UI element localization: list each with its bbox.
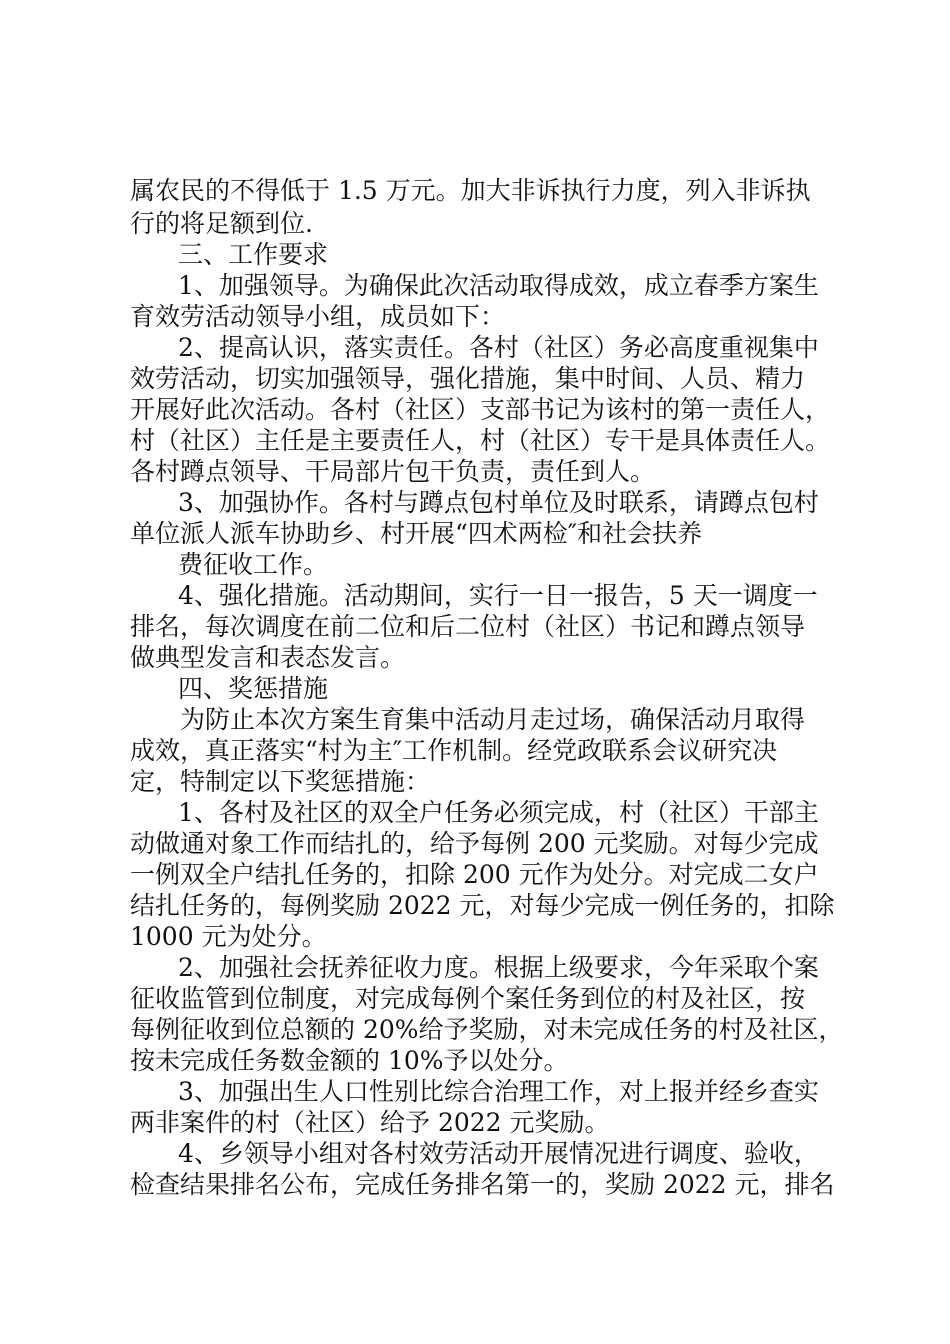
text-line: 育效劳活动领导小组，成员如下： — [130, 302, 506, 331]
text-line: 行的将足额到位. — [130, 209, 313, 238]
text-line: 效劳活动，切实加强领导，强化措施，集中时间、人员、精力 — [130, 364, 806, 393]
text-line: 每例征收到位总额的 20%给予奖励，对未完成任务的村及社区， — [130, 1015, 844, 1044]
text-line: 各村蹲点领导、干局部片包干负责，责任到人。 — [130, 457, 656, 486]
text-line: 1000 元为处分。 — [130, 922, 327, 951]
text-line: 定，特制定以下奖惩措施： — [130, 767, 431, 796]
section-heading: 三、工作要求 — [178, 240, 329, 269]
text-line: 做典型发言和表态发言。 — [130, 643, 406, 672]
text-line: 按未完成任务数金额的 10%予以处分。 — [130, 1046, 569, 1075]
text-line: 单位派人派车协助乡、村开展“四术两检″和社会扶养 — [130, 519, 703, 548]
text-line: 为防止本次方案生育集中活动月走过场，确保活动月取得 — [180, 705, 806, 734]
section-heading: 四、奖惩措施 — [178, 674, 329, 703]
text-line: 排名，每次调度在前二位和后二位村（社区）书记和蹲点领导 — [130, 612, 806, 641]
text-line: 2、加强社会抚养征收力度。根据上级要求，今年采取个案 — [178, 953, 819, 982]
text-line: 开展好此次活动。各村（社区）支部书记为该村的第一责任人， — [130, 395, 831, 424]
text-line: 2、提高认识，落实责任。各村（社区）务必高度重视集中 — [178, 333, 819, 362]
text-line: 3、加强出生人口性别比综合治理工作，对上报并经乡查实 — [178, 1077, 819, 1106]
text-line: 两非案件的村（社区）给予 2022 元奖励。 — [130, 1108, 610, 1137]
text-line: 征收监管到位制度，对完成每例个案任务到位的村及社区，按 — [130, 984, 806, 1013]
text-line: 费征收工作。 — [178, 550, 329, 579]
text-line: 结扎任务的，每例奖励 2022 元，对每少完成一例任务的，扣除 — [130, 891, 835, 920]
text-line: 动做通对象工作而结扎的，给予每例 200 元奖励。对每少完成 — [130, 829, 819, 858]
text-line: 3、加强协作。各村与蹲点包村单位及时联系，请蹲点包村 — [178, 488, 819, 517]
text-line: 村（社区）主任是主要责任人，村（社区）专干是具体责任人。 — [130, 426, 831, 455]
text-line: 成效，真正落实“村为主″工作机制。经党政联系会议研究决 — [130, 736, 778, 765]
text-line: 1、各村及社区的双全户任务必须完成，村（社区）干部主 — [178, 798, 819, 827]
text-line: 4、强化措施。活动期间，实行一日一报告，5 天一调度一 — [178, 581, 818, 610]
text-line: 一例双全户结扎任务的，扣除 200 元作为处分。对完成二女户 — [130, 860, 819, 889]
text-line: 4、乡领导小组对各村效劳活动开展情况进行调度、验收， — [178, 1139, 819, 1168]
text-line: 检查结果排名公布，完成任务排名第一的，奖励 2022 元，排名 — [130, 1170, 835, 1199]
text-line: 1、加强领导。为确保此次活动取得成效，成立春季方案生 — [178, 271, 819, 300]
text-line: 属农民的不得低于 1.5 万元。加大非诉执行力度，列入非诉执 — [130, 176, 811, 205]
